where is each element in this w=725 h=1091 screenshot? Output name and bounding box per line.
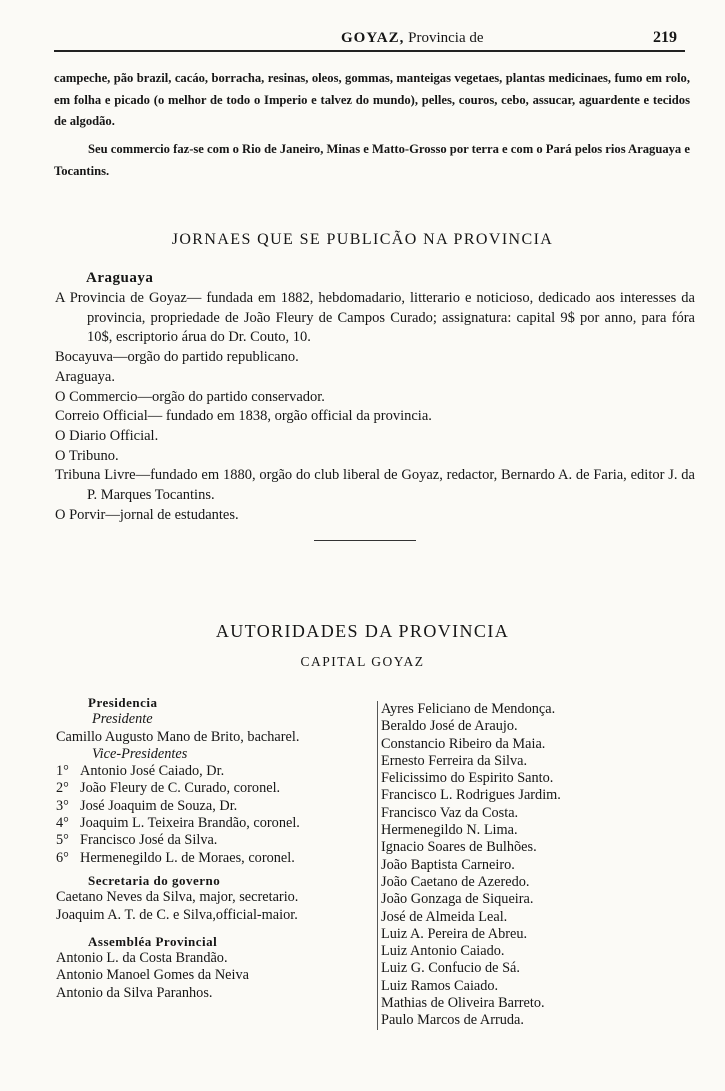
vp-ordinal: 1° [56,763,69,780]
vp-ordinal: 4° [56,815,69,832]
assembleia-heading: Assembléa Provincial [88,933,218,949]
intro-paragraph-1: campeche, pão brazil, cacáo, borracha, resinas, oleos, gommas, manteigas vegetaes, plantas medicinaes, fumo em rolo, em folha e picado (o melhor de todo o Imperio e talvez do mundo), pelles, couros, cebo, assucar, aguardente e tecidos de algodão. [54,71,690,128]
assembleia-member: João Baptista Carneiro. [381,856,515,873]
authorities-left-column [56,694,374,1002]
vice-president-row [56,850,374,867]
assembleia-member: Luiz Ramos Caiado. [381,977,499,994]
assembleia-member: Constancio Ribeiro da Maia. [381,735,546,752]
header-title [341,30,484,47]
assembleia-member: José de Almeida Leal. [381,908,508,925]
assembleia-member: Luiz Antonio Caiado. [381,943,505,960]
assembleia-member: Ignacio Soares de Bulhões. [381,839,537,856]
journals-list [55,289,695,525]
assembleia-member: Francisco Vaz da Costa. [381,804,519,821]
secretaria-member: Caetano Neves da Silva, major, secretario. [56,889,299,906]
header-title-bold: GOYAZ, [341,30,405,46]
journal-item: A Provincia de Goyaz— fundada em 1882, hebdomadario, litterario e noticioso, dedicado aos interesses da provincia, propriedade de João Fleury de Campos Curado; assignatura: capital 9$ por anno, para fóra 10$, escriptorio árua do Dr. Couto, 10. [55,290,695,346]
vp-name: Joaquim L. Teixeira Brandão, coronel. [80,815,300,832]
header-title-rest: Provincia de [404,30,484,46]
running-header [54,30,685,52]
president-role: Presidente [92,711,153,728]
journal-item: O Diario Official. [55,427,159,444]
assembleia-member: Ernesto Ferreira da Silva. [381,752,528,769]
vice-president-row [56,832,374,849]
assembleia-member: Antonio Manoel Gomes da Neiva [56,967,249,984]
assembleia-member: João Caetano de Azeredo. [381,873,530,890]
vp-ordinal: 5° [56,832,69,849]
vp-ordinal: 3° [56,797,69,814]
president-name: Camillo Augusto Mano de Brito, bacharel. [56,728,300,745]
secretaria-heading: Secretaria do governo [88,872,221,888]
assembleia-member: Mathias de Oliveira Barreto. [381,995,545,1012]
authorities-subtitle: CAPITAL GOYAZ [300,654,425,669]
vp-name: José Joaquim de Souza, Dr. [80,797,238,814]
authorities-right-column [377,701,711,1030]
journal-item: O Tribuno. [55,447,119,464]
assembleia-member: Hermenegildo N. Lima. [381,822,518,839]
journal-item: Correio Official— fundado em 1838, orgão official da provincia. [55,408,432,425]
presidencia-heading: Presidencia [88,695,158,710]
vice-president-row [56,763,374,780]
vice-president-row [56,798,374,815]
assembleia-member: Luiz A. Pereira de Abreu. [381,925,528,942]
journal-item: Tribuna Livre—fundado em 1880, orgão do club liberal de Goyaz, redactor, Bernardo A. de Faria, editor J. da P. Marques Tocantins. [55,467,695,504]
intro-paragraph-2: Seu commercio faz-se com o Rio de Janeiro, Minas e Matto-Grosso por terra e com o Pará pelos rios Araguaya e Tocantins. [54,142,690,178]
page-number: 219 [653,29,677,46]
vp-name: Francisco José da Silva. [80,832,218,849]
vice-president-row [56,815,374,832]
authorities-title: AUTORIDADES DA PROVINCIA [215,621,510,641]
assembleia-member: Felicissimo do Espirito Santo. [381,770,554,787]
assembleia-member: Ayres Feliciano de Mendonça. [381,701,556,717]
assembleia-member: Luiz G. Confucio de Sá. [381,960,520,977]
assembleia-member: João Gonzaga de Siqueira. [381,891,534,908]
vice-presidents-role: Vice-Presidentes [92,745,188,762]
assembleia-member: Beraldo José de Araujo. [381,718,518,735]
assembleia-member: Antonio da Silva Paranhos. [56,984,213,1001]
journal-item: Bocayuva—orgão do partido republicano. [55,349,299,366]
journal-item: O Porvir—jornal de estudantes. [55,506,239,523]
journals-city-heading: Araguaya [86,270,154,286]
journal-item: O Commercio—orgão do partido conservador. [55,388,325,405]
assembleia-member: Francisco L. Rodrigues Jardim. [381,787,561,804]
vp-ordinal: 6° [56,849,69,866]
vice-president-row [56,780,374,797]
journals-title: JORNAES QUE SE PUBLICÃO NA PROVINCIA [171,231,554,248]
vp-name: Hermenegildo L. de Moraes, coronel. [80,849,295,866]
assembleia-member: Paulo Marcos de Arruda. [381,1012,524,1029]
journal-item: Araguaya. [55,368,115,385]
section-divider [314,540,416,541]
vp-name: Antonio José Caiado, Dr. [80,763,225,780]
assembleia-member: Antonio L. da Costa Brandão. [56,950,228,967]
secretaria-member: Joaquim A. T. de C. e Silva,official-maior. [56,906,298,923]
vp-name: João Fleury de C. Curado, coronel. [80,780,281,797]
vp-ordinal: 2° [56,780,69,797]
